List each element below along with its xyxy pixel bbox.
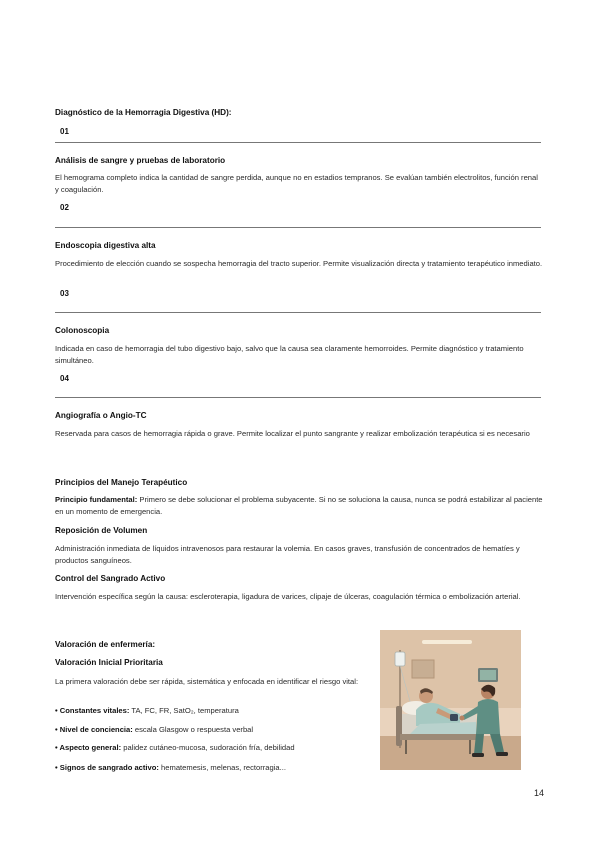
bullet-text: hematemesis, melenas, rectorragia... [158, 763, 286, 772]
section-title: Diagnóstico de la Hemorragia Digestiva (HD): [55, 108, 232, 117]
principle-fundamental-text: Primero se debe solucionar el problema subyacente. Si no se soluciona la causa, nunca se podrá estabilizar al paciente en un momento de emergencia. [55, 495, 543, 516]
nursing-subtitle: Valoración Inicial Prioritaria [55, 658, 163, 667]
nursing-intro: La primera valoración debe ser rápida, sistemática y enfocada en identificar el riesgo vital: [55, 677, 359, 686]
bullet-bleeding [55, 763, 286, 772]
step-heading: Endoscopia digestiva alta [55, 241, 156, 250]
divider [55, 142, 541, 143]
bullet-label: • Aspecto general: [55, 743, 122, 752]
step-text: Indicada en caso de hemorragia del tubo digestivo bajo, salvo que la causa sea claramente hemorroides. Permite diagnóstico y tratamiento simultáneo. [55, 344, 524, 365]
divider [55, 312, 541, 313]
step-text: El hemograma completo indica la cantidad de sangre perdida, aunque no en estadios tempranos. Se evalúan también electrolitos, función renal y coagulación. [55, 173, 538, 194]
bullet-label: • Nivel de conciencia: [55, 725, 133, 734]
bullet-appearance [55, 743, 295, 752]
bullet-text: escala Glasgow o respuesta verbal [132, 725, 254, 734]
nurse-patient-illustration [380, 630, 521, 770]
step-number: 01 [60, 127, 69, 136]
divider [55, 397, 541, 398]
principles-title: Principios del Manejo Terapéutico [55, 478, 188, 487]
step-number: 04 [60, 374, 69, 383]
principle-fundamental-label: Principio fundamental: [55, 495, 138, 504]
bullet-label: • Signos de sangrado activo: [55, 763, 159, 772]
page-number: 14 [534, 788, 545, 798]
step-number: 03 [60, 289, 69, 298]
divider [55, 227, 541, 228]
bullet-consciousness [55, 725, 253, 734]
volume-heading: Reposición de Volumen [55, 526, 148, 535]
step-text: Reservada para casos de hemorragia rápida o grave. Permite localizar el punto sangrante y realizar embolización terapéutica si es necesario [55, 429, 530, 438]
step-heading: Colonoscopia [55, 326, 110, 335]
step-text: Procedimiento de elección cuando se sospecha hemorragia del tracto superior. Permite visualización directa y tratamiento terapéutico inmediato. [55, 259, 543, 268]
bullet-vitals [55, 706, 239, 715]
step-heading: Análisis de sangre y pruebas de laboratorio [55, 156, 226, 165]
volume-text: Administración inmediata de líquidos intravenosos para restaurar la volemia. En casos graves, transfusión de concentrados de hematíes y productos sanguíneos. [55, 544, 520, 565]
principle-fundamental [55, 494, 543, 517]
control-text: Intervención específica según la causa: escleroterapia, ligadura de varices, clipaje de úlceras, coagulación térmica o embolización arterial. [55, 592, 521, 601]
control-heading: Control del Sangrado Activo [55, 574, 166, 583]
bullet-text: TA, FC, FR, SatO₂, temperatura [129, 706, 239, 715]
bullet-label: • Constantes vitales: [55, 706, 130, 715]
nursing-title: Valoración de enfermería: [55, 640, 156, 649]
bullet-text: palidez cutáneo-mucosa, sudoración fría, debilidad [121, 743, 295, 752]
step-heading: Angiografía o Angio-TC [55, 411, 147, 420]
step-number: 02 [60, 203, 69, 212]
